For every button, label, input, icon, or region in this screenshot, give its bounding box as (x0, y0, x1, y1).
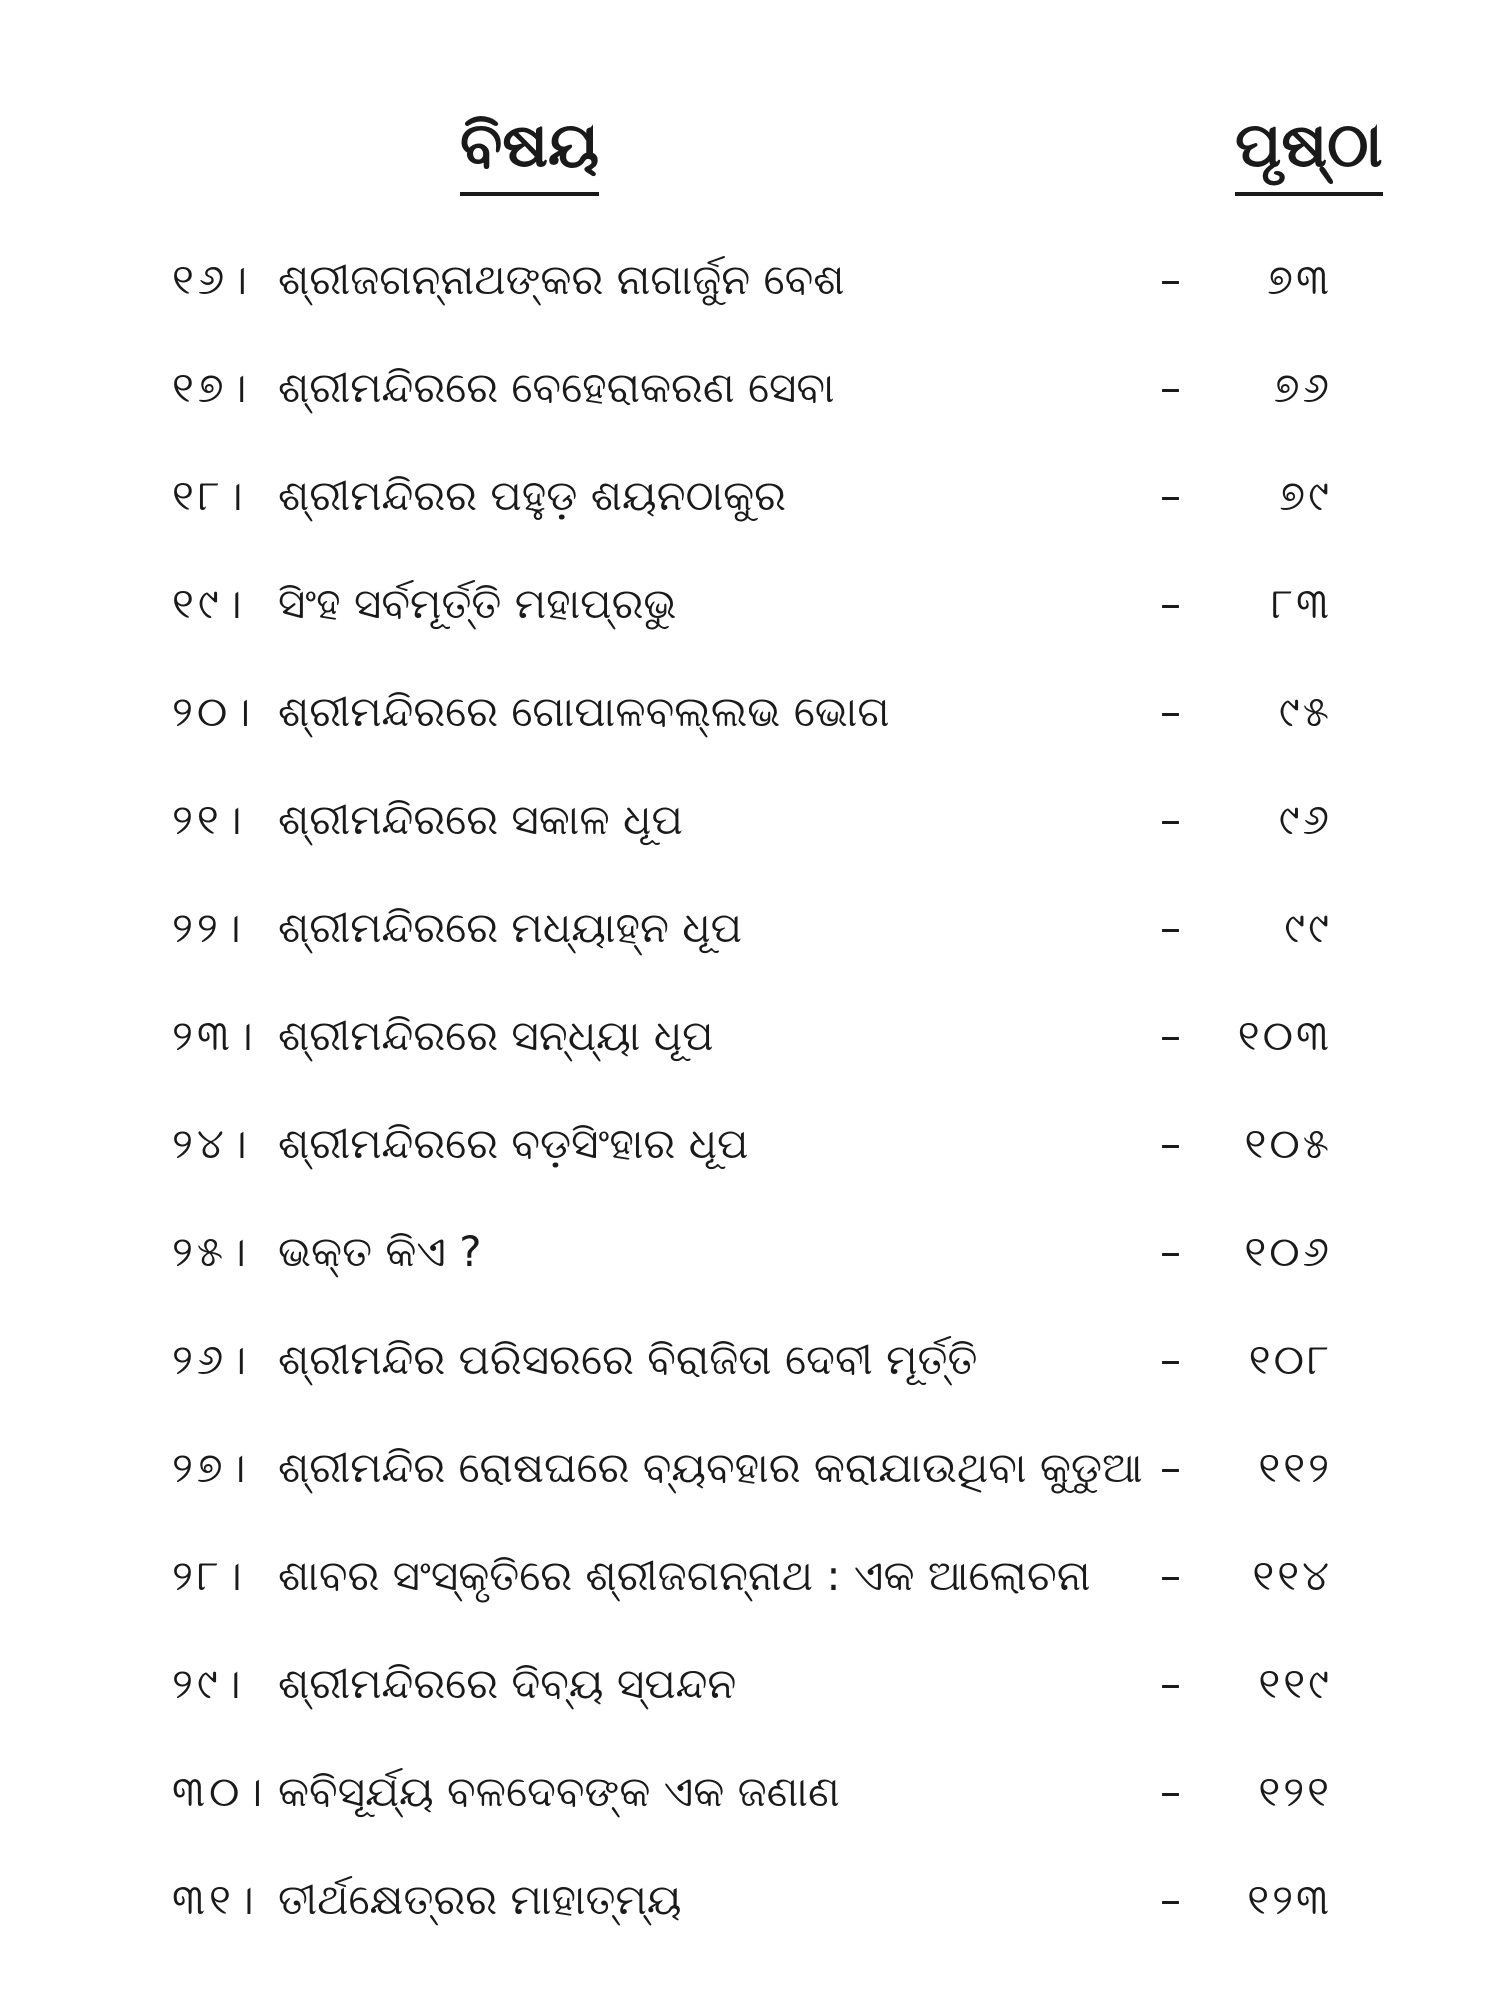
toc-entry (0, 1632, 1500, 1740)
toc-entry (0, 984, 1500, 1092)
entry-page-number: ୯୬ (1278, 795, 1332, 844)
toc-list (0, 228, 1500, 1956)
entry-page-number: ୯୫ (1278, 687, 1332, 736)
entry-page-number: ୭୩ (1267, 255, 1332, 304)
entry-dash: – (1160, 1227, 1181, 1276)
entry-page-number: ୭୬ (1273, 363, 1332, 412)
entry-title: ଶ୍ରୀମନ୍ଦିରରେ ଗୋପାଳବଲ୍ଲଭ ଭୋଗ (278, 687, 890, 736)
entry-title: ଭକ୍ତ କିଏ ? (278, 1227, 482, 1276)
entry-number: ୨୯। (172, 1659, 245, 1708)
toc-entry (0, 876, 1500, 984)
entry-page-number: ୧୧୨ (1258, 1443, 1332, 1492)
entry-number: ୧୭। (172, 363, 251, 412)
toc-entry (0, 1092, 1500, 1200)
toc-entry (0, 228, 1500, 336)
entry-page-number: ୧୧୪ (1252, 1551, 1332, 1600)
entry-dash: – (1160, 1875, 1181, 1924)
entry-dash: – (1160, 903, 1181, 952)
toc-entry (0, 1848, 1500, 1956)
entry-number: ୩୧। (172, 1875, 258, 1924)
entry-dash: – (1160, 687, 1181, 736)
entry-title: ସିଂହ ସର୍ବମୂର୍ତ୍ତି ମହାପ୍ରଭୁ (278, 579, 677, 628)
entry-dash: – (1160, 795, 1181, 844)
entry-title: କବିସୂର୍ଯ୍ୟ ବଳଦେବଙ୍କ ଏକ ଜଣାଣ (278, 1767, 840, 1816)
entry-title: ଶ୍ରୀମନ୍ଦିର ରୋଷଘରେ ବ୍ୟବହାର କରାଯାଉଥିବା କୁଡୁଆ (278, 1443, 1143, 1492)
toc-header (0, 100, 1500, 210)
entry-page-number: ୮୩ (1271, 579, 1332, 628)
entry-page-number: ୧୨୩ (1247, 1875, 1332, 1924)
toc-entry (0, 1740, 1500, 1848)
entry-number: ୨୬। (172, 1335, 251, 1384)
entry-number: ୨୫। (172, 1227, 251, 1276)
entry-page-number: ୧୦୩ (1237, 1011, 1332, 1060)
entry-dash: – (1160, 1551, 1181, 1600)
toc-entry (0, 336, 1500, 444)
toc-entry (0, 1524, 1500, 1632)
toc-entry (0, 1200, 1500, 1308)
entry-page-number: ୧୨୧ (1258, 1767, 1332, 1816)
entry-page-number: ୧୦୫ (1244, 1119, 1332, 1168)
entry-title: ଶ୍ରୀଜଗନ୍ନାଥଙ୍କର ନାଗାର୍ଜୁନ ବେଶ (278, 255, 845, 304)
entry-number: ୨୨। (172, 903, 245, 952)
entry-dash: – (1160, 255, 1181, 304)
entry-page-number: ୧୧୯ (1258, 1659, 1332, 1708)
entry-page-number: ୯୯ (1284, 903, 1332, 952)
entry-title: ଶ୍ରୀମନ୍ଦିରରେ ବଡ଼ସିଂହାର ଧୂପ (278, 1119, 749, 1168)
entry-dash: – (1160, 1443, 1181, 1492)
entry-number: ୨୭। (172, 1443, 250, 1492)
entry-number: ୨୧। (172, 795, 246, 844)
entry-number: ୨୩। (172, 1011, 257, 1060)
toc-entry (0, 1416, 1500, 1524)
entry-dash: – (1160, 1011, 1181, 1060)
toc-entry (0, 768, 1500, 876)
entry-number: ୨୦। (172, 687, 255, 736)
entry-page-number: ୧୦୮ (1248, 1335, 1332, 1384)
entry-dash: – (1160, 1767, 1181, 1816)
toc-entry (0, 552, 1500, 660)
entry-title: ଶ୍ରୀମନ୍ଦିରରେ ସକାଳ ଧୂପ (278, 795, 683, 844)
toc-entry (0, 444, 1500, 552)
entry-page-number: ୭୯ (1279, 471, 1332, 520)
page-column-heading: ପୃଷ୍ଠା (1235, 100, 1383, 196)
entry-title: ଶ୍ରୀମନ୍ଦିରରେ ସନ୍ଧ୍ୟା ଧୂପ (278, 1011, 714, 1060)
entry-number: ୧୯। (172, 579, 246, 628)
entry-number: ୧୮। (172, 471, 247, 520)
entry-dash: – (1160, 471, 1181, 520)
entry-title: ଶ୍ରୀମନ୍ଦିରର ପହୁଡ଼ ଶୟନଠାକୁର (278, 471, 787, 520)
entry-title: ଶ୍ରୀମନ୍ଦିର ପରିସରରେ ବିରାଜିତା ଦେବୀ ମୂର୍ତ୍ତି (278, 1335, 978, 1384)
entry-dash: – (1160, 1335, 1181, 1384)
toc-entry (0, 1308, 1500, 1416)
entry-number: ୨୮। (172, 1551, 246, 1600)
subject-column-heading: ବିଷୟ (460, 100, 599, 196)
entry-title: ତୀର୍ଥକ୍ଷେତ୍ରର ମାହାତ୍ମ୍ୟ (278, 1875, 682, 1924)
entry-title: ଶ୍ରୀମନ୍ଦିରରେ ବେହେରାକରଣ ସେବା (278, 363, 835, 412)
entry-title: ଶ୍ରୀମନ୍ଦିରରେ ଦିବ୍ୟ ସ୍ପନ୍ଦନ (278, 1659, 737, 1708)
toc-entry (0, 660, 1500, 768)
entry-dash: – (1160, 1659, 1181, 1708)
entry-page-number: ୧୦୬ (1244, 1227, 1332, 1276)
entry-number: ୩୦। (172, 1767, 267, 1816)
entry-title: ଶାବର ସଂସ୍କୃତିରେ ଶ୍ରୀଜଗନ୍ନାଥ : ଏକ ଆଲୋଚନା (278, 1551, 1091, 1600)
entry-dash: – (1160, 363, 1181, 412)
entry-number: ୨୪। (172, 1119, 251, 1168)
entry-dash: – (1160, 579, 1181, 628)
entry-number: ୧୬। (172, 255, 252, 304)
entry-title: ଶ୍ରୀମନ୍ଦିରରେ ମଧ୍ୟାହ୍ନ ଧୂପ (278, 903, 743, 952)
entry-dash: – (1160, 1119, 1181, 1168)
